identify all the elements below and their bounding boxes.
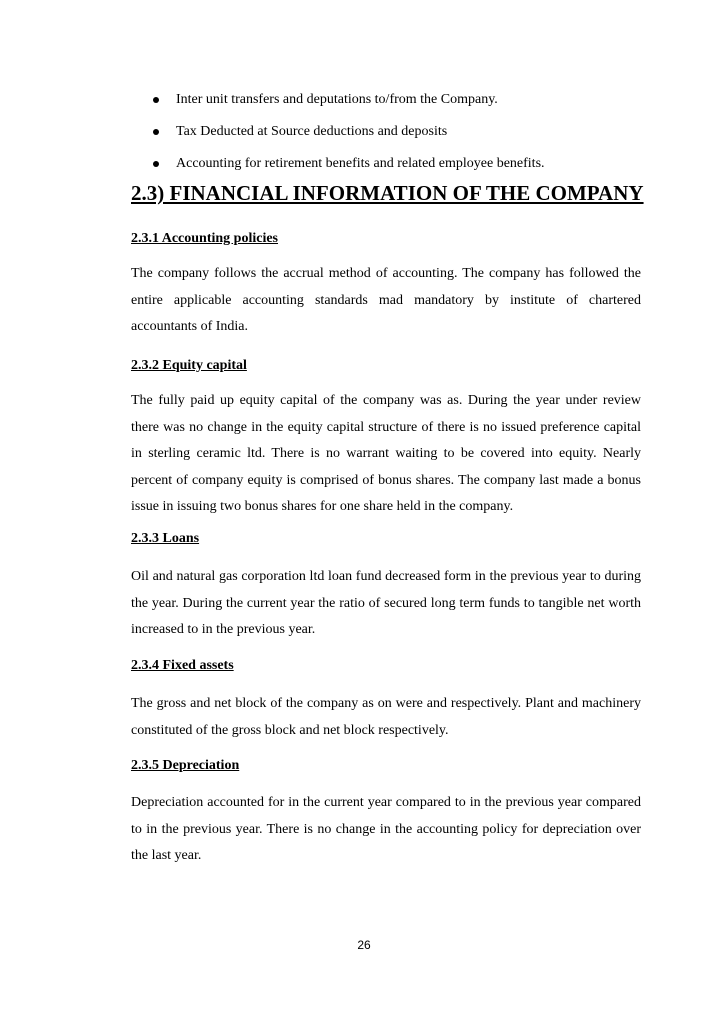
paragraph-depreciation: Depreciation accounted for in the current year compared to in the previous year compared to in the previous year. There is no change in the accounting policy for depreciation over the last year. bbox=[131, 795, 641, 863]
subsection-heading-equity-capital: 2.3.2 Equity capital bbox=[131, 358, 247, 373]
subsection-heading-loans: 2.3.3 Loans bbox=[131, 531, 200, 546]
bullet-text: Inter unit transfers and deputations to/from the Company. bbox=[176, 92, 498, 107]
paragraph-accounting-policies: The company follows the accrual method of accounting. The company has followed the entire applicable accounting standards mad mandatory by institute of chartered accountants of India. bbox=[131, 266, 641, 334]
paragraph-equity-capital: The fully paid up equity capital of the company was as. During the year under review there was no change in the equity capital structure of there is no issued preference capital in sterling ceramic ltd. There is no warrant waiting to be covered into equity. Nearly percent of company equity is comprised of bonus shares. The company last made a bonus issue in issuing two bonus shares for one share held in the company. bbox=[131, 393, 641, 514]
list-item bbox=[150, 156, 545, 172]
bullet-icon bbox=[153, 97, 159, 103]
section-title: 2.3) FINANCIAL INFORMATION OF THE COMPANY bbox=[131, 181, 644, 205]
bullet-text: Accounting for retirement benefits and related employee benefits. bbox=[176, 156, 545, 171]
bullet-icon bbox=[153, 129, 159, 135]
paragraph-fixed-assets: The gross and net block of the company as on were and respectively. Plant and machinery constituted of the gross block and net block respectively. bbox=[131, 696, 641, 738]
page-number: 26 bbox=[357, 938, 371, 952]
bullet-icon bbox=[153, 161, 159, 167]
subsection-heading-depreciation: 2.3.5 Depreciation bbox=[131, 758, 240, 773]
bullet-text: Tax Deducted at Source deductions and deposits bbox=[176, 124, 448, 139]
subsection-heading-fixed-assets: 2.3.4 Fixed assets bbox=[131, 658, 234, 673]
subsection-heading-accounting-policies: 2.3.1 Accounting policies bbox=[131, 231, 279, 246]
paragraph-loans: Oil and natural gas corporation ltd loan fund decreased form in the previous year to during the year. During the current year the ratio of secured long term funds to tangible net worth increased to in the previous year. bbox=[131, 569, 641, 637]
list-item bbox=[150, 124, 545, 140]
bullet-list bbox=[150, 92, 545, 188]
list-item bbox=[150, 92, 545, 108]
